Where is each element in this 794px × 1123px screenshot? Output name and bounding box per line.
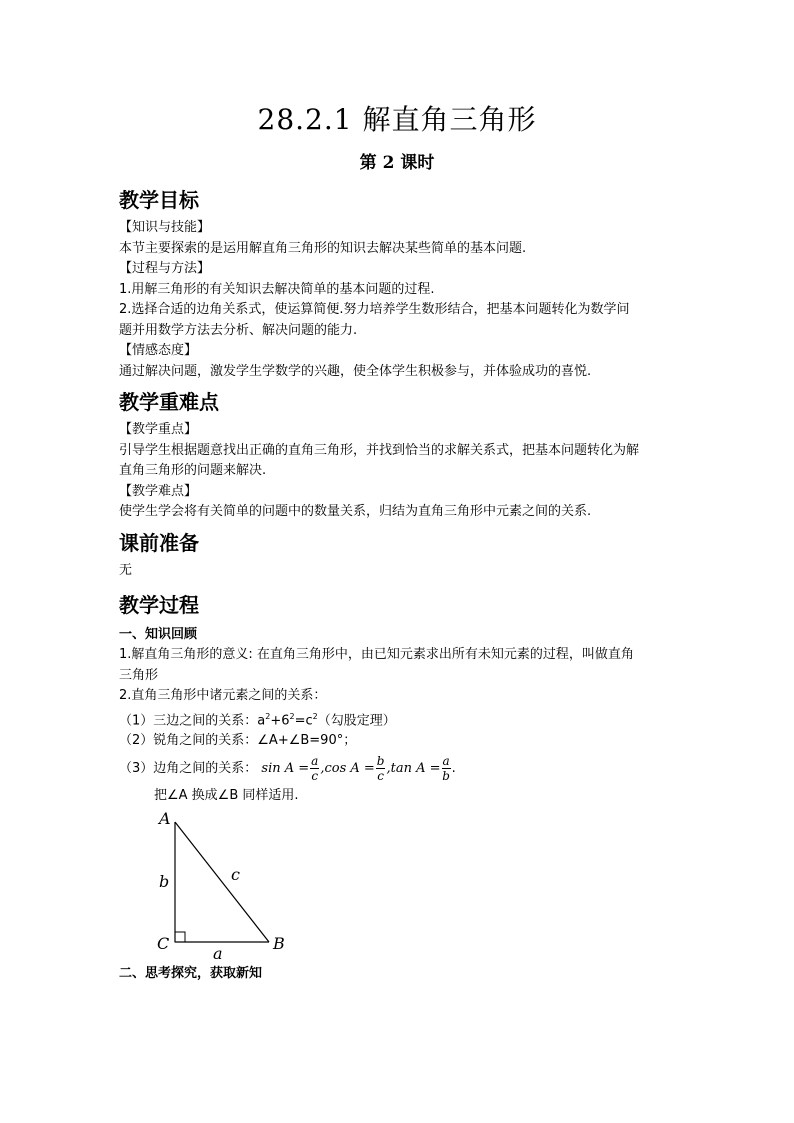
sin-formula: sin A = $\frac{a}{c}$ xyxy=(261,753,319,783)
document-body xyxy=(119,186,679,984)
right-angle-marker xyxy=(175,932,185,942)
heading-review: 一、知识回顾 xyxy=(119,627,198,642)
text-swap-note: 把∠A 换成∠B 同样适用. xyxy=(154,787,299,803)
relation-angles: （2）锐角之间的关系：∠A+∠B=90°； xyxy=(119,733,357,749)
label-process: 【过程与方法】 xyxy=(119,261,211,276)
vertex-label-b: B xyxy=(273,934,285,954)
text-key-b: 直角三角形的问题来解决. xyxy=(119,463,267,478)
heading-process: 教学过程 xyxy=(119,593,199,617)
tan-formula: ,tan A = $\frac{a}{b}$ xyxy=(386,753,450,783)
text-difficult: 使学生学会将有关简单的问题中的数量关系，归结为直角三角形中元素之间的关系. xyxy=(119,504,592,519)
text-process-1: 1.用解三角形的有关知识去解决简单的基本问题的过程. xyxy=(119,281,435,297)
relation-sides: （1）三边之间的关系：$a^2+6^2=c^2$（勾股定理） xyxy=(119,711,396,728)
text-process-2a: 2.选择合适的边角关系式，使运算简便.努力培养学生数形结合，把基本问题转化为数学问 xyxy=(119,302,630,317)
text-review-2: 2.直角三角形中诸元素之间的关系： xyxy=(119,688,327,703)
heading-key-points: 教学重难点 xyxy=(119,390,219,414)
text-key-a: 引导学生根据题意找出正确的直角三角形，并找到恰当的求解关系式，把基本问题转化为解 xyxy=(119,442,640,458)
text-knowledge: 本节主要探索的是运用解直角三角形的知识去解决某些简单的基本问题. xyxy=(119,240,527,256)
text-prep: 无 xyxy=(119,562,133,578)
side-label-a: a xyxy=(213,944,223,961)
heading-prep: 课前准备 xyxy=(119,530,199,555)
side-label-c: c xyxy=(231,865,240,885)
label-key: 【教学重点】 xyxy=(119,422,198,437)
label-knowledge: 【知识与技能】 xyxy=(119,220,211,235)
right-triangle-figure xyxy=(157,810,357,960)
label-difficult: 【教学难点】 xyxy=(119,483,198,499)
page-subtitle: 第 2 课时 xyxy=(359,153,435,173)
label-emotion: 【情感态度】 xyxy=(119,343,198,358)
vertex-label-c: C xyxy=(157,934,170,954)
triangle-side-c xyxy=(175,822,269,942)
text-review-1b: 三角形 xyxy=(119,667,159,683)
text-process-2b: 题并用数学方法去分析、解决问题的能力. xyxy=(119,322,358,338)
page-title: 28.2.1 解直角三角形 xyxy=(257,103,537,136)
relation-side-angle: （3）边角之间的关系： sin A = $\frac{a}{c}$ ,cos A = $\frac{b}{c}$ ,tan A = $\frac{a}{b}$ . xyxy=(119,753,456,783)
side-label-b: b xyxy=(159,872,170,892)
text-emotion: 通过解决问题，激发学生学数学的兴趣，使全体学生积极参与，并体验成功的喜悦. xyxy=(119,363,592,379)
cos-formula: ,cos A = $\frac{b}{c}$ xyxy=(320,753,385,783)
heading-goals: 教学目标 xyxy=(119,188,199,212)
heading-explore: 二、思考探究，获取新知 xyxy=(119,966,263,982)
vertex-label-a: A xyxy=(159,810,171,829)
text-review-1a: 1.解直角三角形的意义: 在直角三角形中，由已知元素求出所有未知元素的过程，叫做直角 xyxy=(119,647,634,662)
